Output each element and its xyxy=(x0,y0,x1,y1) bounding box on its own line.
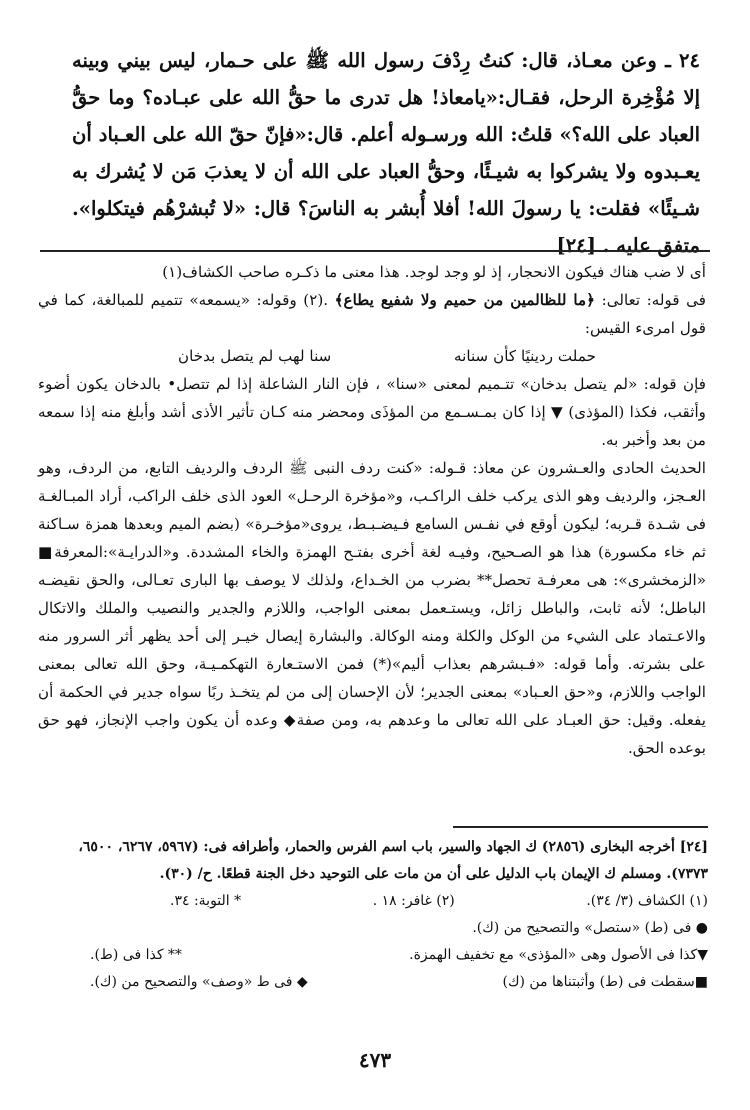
page-number: ٤٧٣ xyxy=(358,1048,392,1072)
verse-first-hemistich: حملت ردينيًا كأن سنانه xyxy=(453,347,596,365)
hadith-source-note: [٢٤] أخرجه البخارى (٢٨٥٦) ك الجهاد والسير، باب اسم الفرس والحمار، وأطرافه فى: (٥٩٦٧، ٦٢٦٧، ٦٥٠٠، ٧٣٧٣). ومسلم ك الإيمان باب الدليل على أن من مات على التوحيد دخل الجنة قطعًا. ح/ (٣٠). xyxy=(78,839,708,882)
footnote-3: * التوبة: ٣٤. xyxy=(170,893,242,909)
quran-quote: ﴿ما للظالمين من حميم ولا شفيع يطاع﴾ xyxy=(334,291,596,309)
footnote-1: (١) الكشاف (٣/ ٣٤). xyxy=(586,893,708,909)
hadith-number: ٢٤ ـ xyxy=(665,49,700,72)
verse-second-hemistich: سنا لهب لم يتصل بدخان xyxy=(178,347,332,365)
commentary-paragraph-2 xyxy=(38,286,706,342)
footnote-divider xyxy=(453,826,708,828)
hadith-paragraph xyxy=(72,42,700,264)
hadith-body: وعن معـاذ، قال: كنتُ رِدْفَ رسول الله ﷺ على حـمار، ليس بيني وبينه إلا مُؤْخِرة الرحل، فقـال:«يامعاذ! هل تدرى ما حقُّ الله على عبـاده؟ وما حقُّ العباد على الله؟» قلتُ: الله ورسـوله أعلم. قال:«فإنّ حقّ الله على العـباد أن يعـبدوه ولا يشركوا به شيـئًا، وحقُّ العباد على الله أن لا يعذبَ مَن لا يُشرك به شـيئًا» فقلت: يا رسولَ الله! أفلا أُبشر به الناسَ؟ قال: «لا تُبشرْهُم فيتكلوا». متفق عليه . xyxy=(72,49,700,257)
footnote-5: ▼كذا فى الأصول وهى «المؤذى» مع تخفيف الهمزة. xyxy=(409,947,708,963)
poetry-verse xyxy=(38,342,706,370)
footnote-row-1 xyxy=(60,888,708,915)
hadith-reference: [٢٤] xyxy=(556,234,596,257)
commentary-paragraph-4: الحديث الحادى والعـشرون عن معاذ: قـوله: «كنت ردف النبى ﷺ الردف والرديف التابع، من الردف، وهو العـجز، والرديف وهو الذى يركب خلف الراكـب، و«مؤخرة الرحـل» العود الذى خلف الراكب، أراد المبـالغـة فى شـدة قـربه؛ ليكون أوقع في نفـس السامع فـيضـبـط، يروى«مؤخـرة» (بضم الميم وبعدها همزة سـاكنة ثم خاء مكسورة) هذا هو الصـحيح، وفيـه لغة أخرى بفتـح الهمزة والخاء المشددة. و«الدرايـة»:المعرفة■ «الزمخشرى»: هى معرفـة تحصل** بضرب من الخـداع، ولذلك لا يوصف بها البارى تعـالى، والحق نقيضـه الباطل؛ لأنه ثابت، والباطل زائل، ويستـعمل بمعنى الواجب، واللازم والجدير والنصيب والملك والاتكال والاعـتماد على الشيء من الوكل والكلة ومنه الوكالة. والبشارة إيصال خيـر إلى أحد يظهر أثر السرور منه على بشرته. وأما قوله: «فـبشرهم بعذاب أليم»(*) فمن الاستـعارة التهكمـيـة، وحق الله تعالى بمعنى الواجب واللازم، و«حق العـباد» بمعنى الجدير؛ لأن الإحسان إلى من لم يتخـذ ربًا سواه جدير في الحكمة أن يفعله. وقيل: حق العبـاد على الله تعالى ما وعدهم به، ومن صفة◆ وعده أن يكون واجب الإنجاز، فهو حق بوعده الحق. xyxy=(38,459,706,757)
footnotes-block xyxy=(60,826,708,996)
hadith-text-block xyxy=(72,42,700,264)
commentary-block xyxy=(38,258,706,762)
commentary-p2-start: فى قوله: تعالى: xyxy=(601,291,707,309)
footnote-2: (٢) غافر: ١٨ . xyxy=(372,893,455,909)
footnote-row-4 xyxy=(60,969,708,996)
footnote-4: ● فى (ط) «ستصل» والتصحيح من (ك). xyxy=(472,920,708,936)
commentary-paragraph-1: أى لا ضب هناك فيكون الانحجار، إذ لو وجد لوجد. هذا معنى ما ذكـره صاحب الكشاف(١) xyxy=(162,263,706,281)
footnote-row-3 xyxy=(60,942,708,969)
commentary-paragraph-3: فإن قوله: «لم يتصل بدخان» تتـميم لمعنى «سنا» ، فإن النار الشاعلة إذا لم تتصل• بالدخان يكون أضوء وأثقب، فكذا (المؤذى) ▼ إذا كان بمـسـمع من المؤذَى ومحضر منه كـان تأثير الأذى أشد وأبلغ منه إذا سمعه من بعد وأخبر به. xyxy=(38,375,706,449)
footnote-8: ◆ فى ط «وصف» والتصحيح من (ك). xyxy=(90,974,308,990)
main-divider xyxy=(40,250,710,252)
commentary-p2-end: .(٢) وقوله: «يسمعه» تتميم للمبالغة، كما في قول امرىء القيس: xyxy=(38,291,706,337)
footnote-7: ■سقطت فى (ط) وأثبتناها من (ك) xyxy=(502,974,708,990)
footnote-6: ** كذا فى (ط). xyxy=(90,947,182,963)
